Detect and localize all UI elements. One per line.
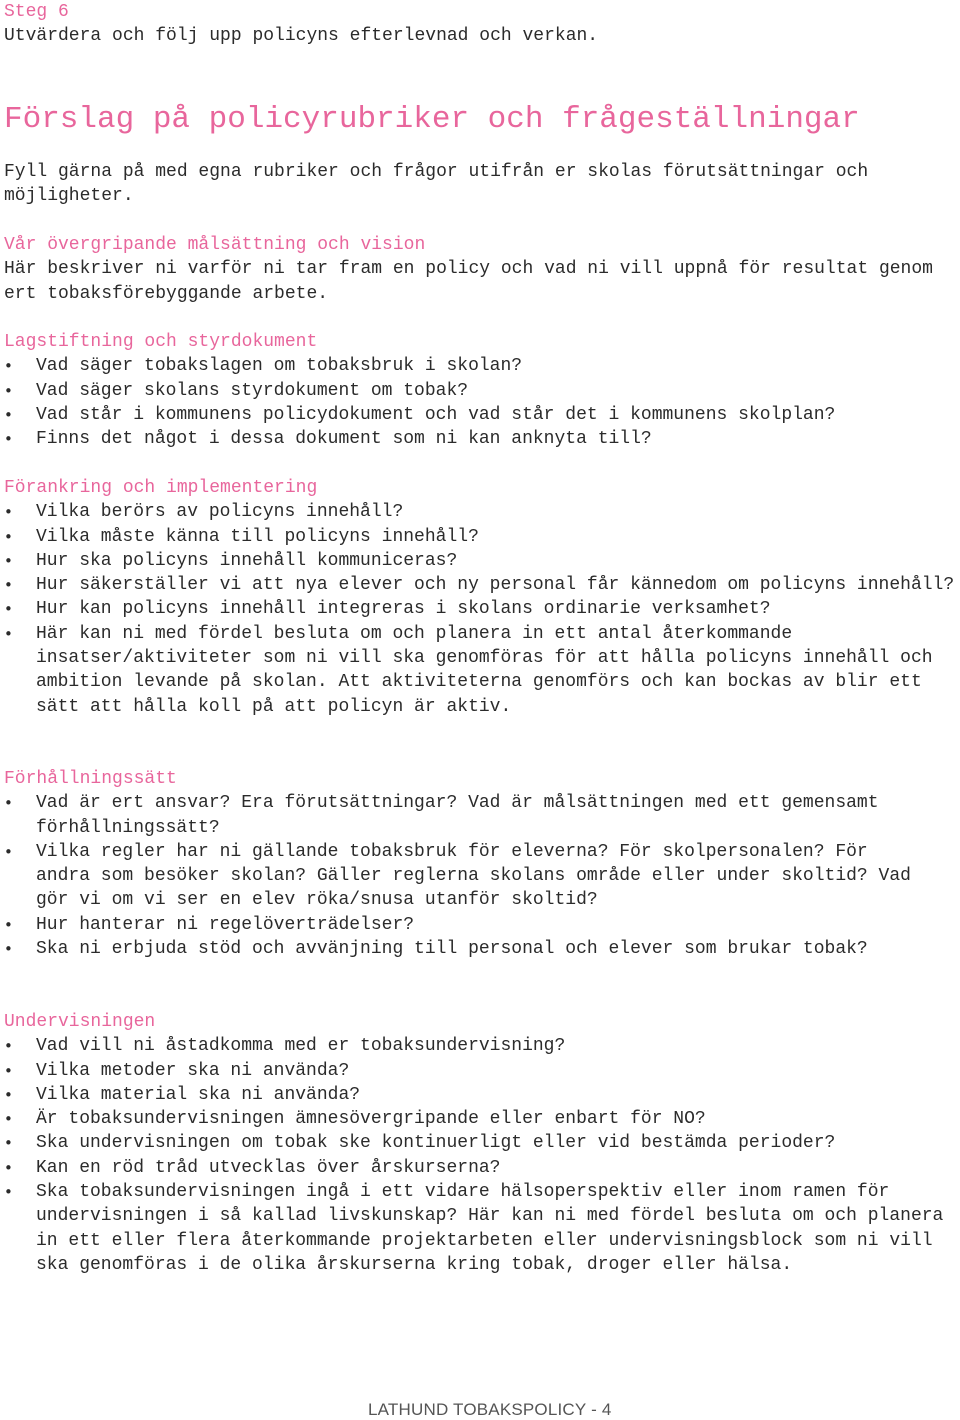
list-item: • Vilka berörs av policyns innehåll? — [4, 500, 956, 524]
section-text: Här beskriver ni varför ni tar fram en policy och vad ni vill uppnå för resultat genom ert tobaksförebyggande arbete. — [4, 259, 933, 304]
bullet-list — [4, 500, 956, 719]
section-legislation — [4, 330, 956, 451]
list-item: • Vad står i kommunens policydokument och vad står det i kommunens skolplan? — [4, 403, 956, 427]
section-anchoring — [4, 476, 956, 719]
section-teaching — [4, 1010, 956, 1277]
section-title: Förankring och implementering — [4, 478, 318, 498]
step-text: Utvärdera och följ upp policyns efterlevnad och verkan. — [4, 26, 599, 46]
list-item: • Ska tobaksundervisningen ingå i ett vidare hälsoperspektiv eller inom ramen för undervisningen i så kallad livskunskap? Här kan ni med fördel besluta om och planera in ett eller flera återkommande projektarbeten eller undervisningsblock som ni vill ska genomföras i de olika årskurserna kring tobak, droger eller hälsa. — [4, 1180, 956, 1277]
page-footer: LATHUND TOBAKSPOLICY - 4 — [368, 1400, 612, 1419]
section-title: Lagstiftning och styrdokument — [4, 332, 318, 352]
list-item: • Ska ni erbjuda stöd och avvänjning till personal och elever som brukar tobak? — [4, 937, 936, 961]
list-item: • Vilka material ska ni använda? — [4, 1083, 956, 1107]
step-label: Steg 6 — [4, 2, 69, 22]
list-item: • Vad är ert ansvar? Era förutsättningar? Vad är målsättningen med ett gemensamt förhållningssätt? — [4, 791, 916, 840]
section-approach — [4, 767, 956, 961]
section-title: Förhållningssätt — [4, 769, 177, 789]
list-item: • Vilka metoder ska ni använda? — [4, 1059, 956, 1083]
intro-text: Fyll gärna på med egna rubriker och frågor utifrån er skolas förutsättningar och möjligheter. — [4, 162, 879, 207]
bullet-list — [4, 791, 956, 961]
list-item: • Vad säger skolans styrdokument om tobak? — [4, 379, 956, 403]
page-title: Förslag på policyrubriker och frågeställningar — [4, 102, 860, 137]
list-item: • Hur säkerställer vi att nya elever och ny personal får kännedom om policyns innehåll? — [4, 573, 956, 597]
list-item: • Hur hanterar ni regelöverträdelser? — [4, 913, 956, 937]
list-item: • Kan en röd tråd utvecklas över årskurserna? — [4, 1156, 956, 1180]
list-item: • Här kan ni med fördel besluta om och planera in ett antal återkommande insatser/aktiviteter som ni vill ska genomföras för att hålla policyns innehåll och ambition levande på skolan. Att aktiviteterna genomförs och kan bockas av blir ett sätt att hålla koll på att policyn är aktiv. — [4, 622, 936, 719]
list-item: • Finns det något i dessa dokument som ni kan anknyta till? — [4, 427, 956, 451]
section-vision — [4, 233, 956, 306]
bullet-list — [4, 1034, 956, 1277]
list-item: • Vilka regler har ni gällande tobaksbruk för eleverna? För skolpersonalen? För andra som besöker skolan? Gäller reglerna skolans område eller under skoltid? Vad gör vi om vi ser en elev röka/snusa utanför skoltid? — [4, 840, 926, 913]
list-item: • Vad vill ni åstadkomma med er tobaksundervisning? — [4, 1034, 956, 1058]
list-item: • Hur kan policyns innehåll integreras i skolans ordinarie verksamhet? — [4, 597, 956, 621]
bullet-list — [4, 354, 956, 451]
list-item: • Hur ska policyns innehåll kommuniceras? — [4, 549, 956, 573]
section-title: Vår övergripande målsättning och vision — [4, 235, 426, 255]
section-title: Undervisningen — [4, 1012, 156, 1032]
list-item: • Vad säger tobakslagen om tobaksbruk i skolan? — [4, 354, 956, 378]
list-item: • Vilka måste känna till policyns innehåll? — [4, 525, 956, 549]
list-item: • Är tobaksundervisningen ämnesövergripande eller enbart för NO? — [4, 1107, 956, 1131]
list-item: • Ska undervisningen om tobak ske kontinuerligt eller vid bestämda perioder? — [4, 1131, 956, 1155]
